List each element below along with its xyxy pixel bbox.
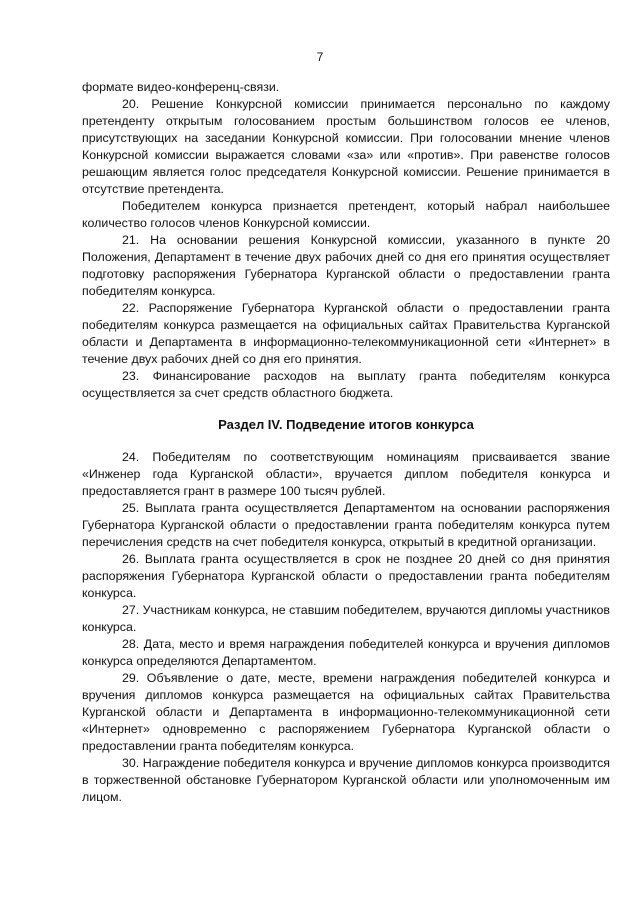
section-title: Раздел IV. Подведение итогов конкурса — [218, 417, 474, 432]
paragraph-23: 23. Финансирование расходов на выплату гранта победителям конкурса осуществляется за счет средств областного бюджета. — [82, 369, 610, 400]
paragraph-21: 21. На основании решения Конкурсной комиссии, указанного в пункте 20 Положения, Департамент в течение двух рабочих дней со дня его принятия осуществляет подготовку распоряжения Губернатора Курганской области о предоставлении гранта победителям конкурса. — [82, 233, 610, 298]
paragraph-28: 28. Дата, место и время награждения победителей конкурса и вручения дипломов конкурса определяются Департаментом. — [82, 637, 610, 668]
paragraph-29: 29. Объявление о дате, месте, времени награждения победителей конкурса и вручения дипломов конкурса размещается на официальных сайтах Правительства Курганской области и Департамента в информационно-телекоммуникационной сети «Интернет» одновременно с распоряжением Губернатора Курганской области о предоставлении гранта победителям конкурса. — [82, 671, 610, 753]
paragraph-25: 25. Выплата гранта осуществляется Департаментом на основании распоряжения Губернатора Курганской области о предоставлении гранта победителям конкурса путем перечисления средств на счет победителя конкурса, открытый в кредитной организации. — [82, 501, 610, 549]
paragraph-24: 24. Победителям по соответствующим номинациям присваивается звание «Инженер года Курганской области», вручается диплом победителя конкурса и предоставляется грант в размере 100 тысяч рублей. — [82, 450, 610, 498]
paragraphs-after-section — [82, 449, 610, 806]
document-body — [82, 79, 610, 806]
paragraph-30: 30. Награждение победителя конкурса и вручение дипломов конкурса производится в торжественной обстановке Губернатором Курганской области или уполномоченным им лицом. — [82, 756, 610, 804]
paragraph-22: 22. Распоряжение Губернатора Курганской области о предоставлении гранта победителям конкурса размещается на официальных сайтах Правительства Курганской области и Департамента в информационно-телекоммуникационной сети «Интернет» в течение двух рабочих дней со дня его принятия. — [82, 301, 610, 366]
paragraph-20: 20. Решение Конкурсной комиссии принимается персонально по каждому претенденту открытым голосованием простым большинством голосов ее членов, присутствующих на заседании Конкурсной комиссии. При голосовании мнение членов Конкурсной комиссии выражается словами «за» или «против». При равенстве голосов решающим является голос председателя Конкурсной комиссии. Решение принимается в отсутствие претендента. — [82, 97, 610, 196]
page-number: 7 — [316, 50, 324, 64]
paragraph-27: 27. Участникам конкурса, не ставшим победителем, вручаются дипломы участников конкурса. — [82, 603, 610, 634]
paragraph-winner-definition: Победителем конкурса признается претендент, который набрал наибольшее количество голосов членов Конкурсной комиссии. — [82, 199, 610, 230]
paragraphs-before-section — [82, 79, 610, 402]
paragraph-26: 26. Выплата гранта осуществляется в срок не позднее 20 дней со дня принятия распоряжения Губернатора Курганской области о предоставлении гранта победителям конкурса. — [82, 552, 610, 600]
paragraph-continuation: формате видео-конференц-связи. — [82, 80, 280, 94]
